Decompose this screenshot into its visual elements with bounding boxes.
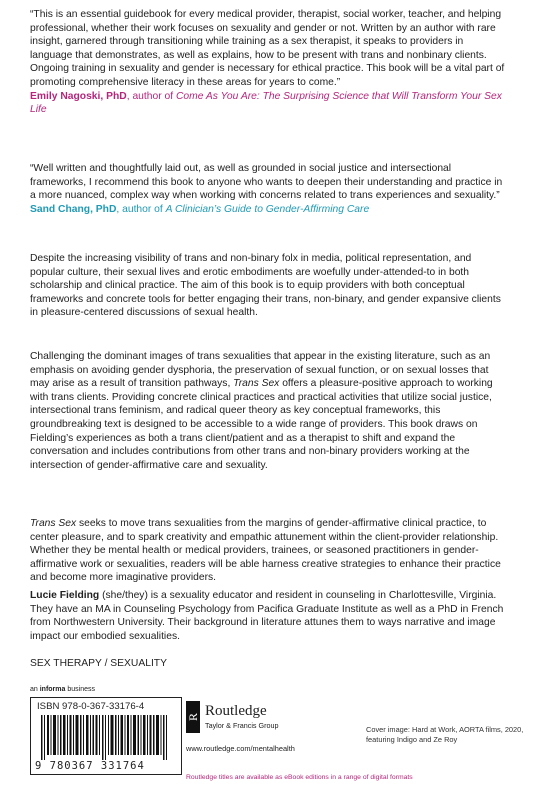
endorsement-1-author-of: , author of	[126, 90, 176, 102]
author-name: Lucie Fielding	[30, 590, 100, 601]
p2-text-b: offers a pleasure-positive approach to working with trans clients. Providing concrete clinical practices and practical activities that utilize social justice, intersectional trans feminism, and radical queer theory as key conceptual frameworks, this groundbreaking text is designed to be accessible to a wide range of providers. This book draws on Fielding’s experiences as both a trans client/patient and as a therapist to shift and expand the conversation and includes contributions from other trans and non-binary providers working at the intersection of gender-affirmative care and sexuality.	[30, 378, 493, 471]
publisher-subtitle: Taylor & Francis Group	[205, 721, 279, 730]
barcode-icon	[41, 715, 171, 760]
endorsement-1-text: “This is an essential guidebook for every medical provider, therapist, social worker, teacher, and helping professional, whether their work focuses on sexuality and gender or not. Written by an author with rare insight, garnered through transitioning while training as a sex therapist, it speaks to providers in language that demonstrates, as well as explains, how to be present with trans and nonbinary clients. Ongoing training in sexuality and gender is necessary for ethical practice. This book will be a vital part of promoting comprehensive literacy in these areas for years to come.”	[30, 9, 505, 88]
endorsement-2-attribution	[30, 203, 508, 217]
endorsement-2	[30, 162, 508, 216]
informa-prefix: an	[30, 686, 40, 693]
endorsement-1-author: Emily Nagoski, PhD	[30, 90, 127, 102]
p2-text-a: Challenging the dominant images of trans sexualities that appear in the existing literature, such as an emphasis on avoiding gender dysphoria, the preservation of sexual function, or on sexual losses that may arise as a result of transition pathways,	[30, 351, 491, 390]
endorsement-2-author-of: , author of	[116, 203, 166, 215]
p3-text-b: seeks to move trans sexualities from the margins of gender-affirmative clinical practice, to center pleasure, and to spark creativity and empathic attunement within the client-provider relationship. Whether they be mental health or medical providers, trainees, or seasoned practitioners in gender-affirmative work or sexualities, readers will be able harness creative strategies to enhance their practice and become more imaginative providers.	[30, 518, 501, 584]
description-paragraph-3	[30, 517, 508, 585]
subject-category: SEX THERAPY / SEXUALITY	[30, 658, 167, 669]
description-paragraph-2	[30, 350, 508, 472]
p3-book-title: Trans Sex	[30, 518, 77, 529]
cover-credit: Cover image: Hard at Work, AORTA films, 2020, featuring Indigo and Ze Roy	[366, 725, 524, 744]
informa-suffix: business	[65, 686, 95, 693]
informa-label	[30, 686, 95, 693]
svg-text:R: R	[186, 712, 200, 722]
endorsement-2-book: A Clinician’s Guide to Gender-Affirming Care	[165, 203, 370, 215]
informa-brand: informa	[39, 686, 66, 693]
publisher-url[interactable]: www.routledge.com/mentalhealth	[186, 744, 295, 753]
isbn: ISBN 978-0-367-33176-4	[37, 701, 145, 712]
author-bio	[30, 589, 508, 643]
barcode-digits: 9 780367 331764	[35, 760, 145, 772]
endorsement-2-author: Sand Chang, PhD	[30, 203, 117, 215]
p2-book-title: Trans Sex	[233, 378, 280, 390]
description-paragraph-1: Despite the increasing visibility of trans and non-binary folx in media, political representation, and popular culture, their sexual lives and erotic embodiments are woefully under-attended-to in both scholarship and clinical practice. The aim of this book is to equip providers with both conceptual frameworks and concrete tools for better engaging their trans, non-binary, and gender expansive clients in pleasure-centered discussions of sexual health.	[30, 253, 501, 319]
endorsement-1-book: Come As You Are: The Surprising Science that Will Transform Your Sex Life	[30, 90, 502, 116]
publisher-name: Routledge	[205, 703, 267, 719]
author-bio-text: (she/they) is a sexuality educator and resident in counseling in Charlottesville, Virginia. They have an MA in Counseling Psychology from Pacifica Graduate Institute as well as a PhD in French from Northwestern University. Their background in literature attunes them to ways narrative and image impact our embodied sexualities.	[30, 590, 504, 642]
ebook-note: Routledge titles are available as eBook editions in a range of digital formats	[186, 774, 413, 781]
routledge-logo-icon	[186, 701, 200, 733]
endorsement-2-text: “Well written and thoughtfully laid out, as well as grounded in social justice and intersectional frameworks, I recommend this book to anyone who wants to deepen their understanding and practice in a more nuanced, complex way when working with concerns related to trans experiences and sexuality.”	[30, 163, 503, 202]
endorsement-1-attribution	[30, 90, 508, 117]
barcode-box	[30, 697, 182, 775]
endorsement-1	[30, 8, 508, 117]
